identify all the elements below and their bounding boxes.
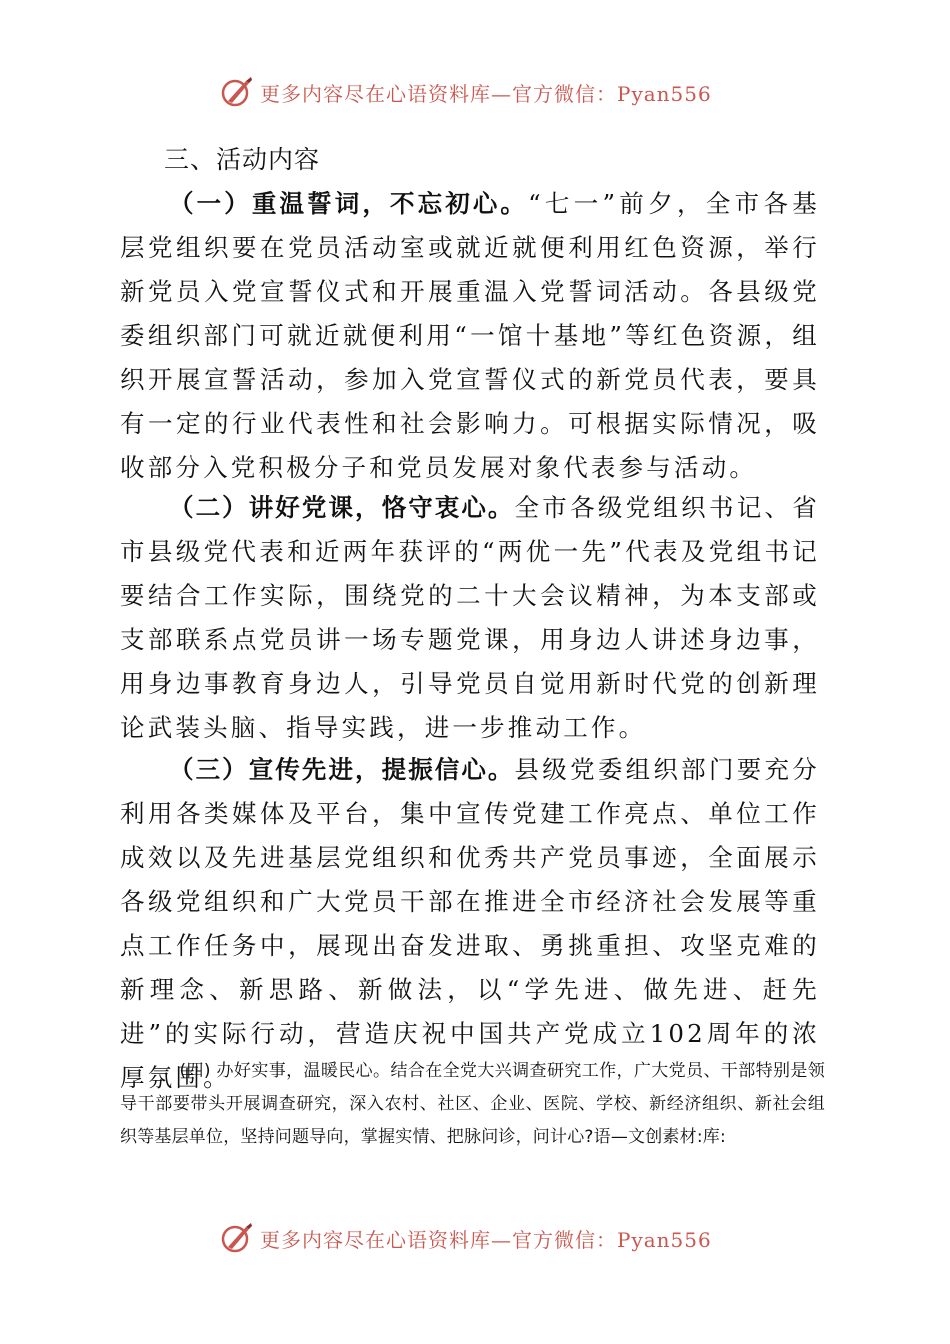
paragraph-4-small: (四) 办好实事，温暖民心。结合在全党大兴调查研究工作，广大党员、干部特别是领导干部要带头开展调查研究，深入农村、社区、企业、医院、学校、新经济组织、新社会组织等基层单位，坚持问题导向，掌握实情、把脉问诊，问计心?语—文创素材:库: (120, 1061, 825, 1147)
brush-pen-circle-icon (220, 75, 254, 109)
paragraph-2 (120, 486, 820, 750)
watermark-text: 更多内容尽在心语资料库—官方微信：Pyan556 (260, 1227, 712, 1252)
watermark-text: 更多内容尽在心语资料库—官方微信：Pyan556 (260, 81, 712, 106)
paragraph-lead: （一）重温誓词，不忘初心。 (169, 189, 529, 218)
section-heading: 三、活动内容 (164, 145, 321, 174)
brush-pen-circle-icon (220, 1221, 254, 1255)
paragraph-3 (120, 748, 820, 1100)
paragraph-body: “七一”前夕，全市各基层党组织要在党员活动室或就近就便利用红色资源，举行新党员入党宣誓仪式和开展重温入党誓词活动。各县级党委组织部门可就近就便利用“一馆十基地”等红色资源，组织开展宣誓活动，参加入党宣誓仪式的新党员代表，要具有一定的行业代表性和社会影响力。可根据实际情况，吸收部分入党积极分子和党员发展对象代表参与活动。 (120, 189, 821, 482)
paragraph-1 (120, 182, 820, 490)
paragraph-lead: （二）讲好党课，恪守衷心。 (169, 493, 515, 522)
paragraph-lead: （三）宣传先进，提振信心。 (169, 755, 515, 784)
header-watermark-banner (220, 72, 740, 112)
paragraph-body: 全市各级党组织书记、省市县级党代表和近两年获评的“两优一先”代表及党组书记要结合工作实际，围绕党的二十大会议精神，为本支部或支部联系点党员讲一场专题党课，用身边人讲述身边事，用身边事教育身边人，引导党员自觉用新时代党的创新理论武装头脑、指导实践，进一步推动工作。 (120, 493, 820, 742)
footer-watermark-banner (220, 1218, 740, 1258)
paragraph-body: 县级党委组织部门要充分利用各类媒体及平台，集中宣传党建工作亮点、单位工作成效以及先进基层党组织和优秀共产党员事迹，全面展示各级党组织和广大党员干部在推进全市经济社会发展等重点工作任务中，展现出奋发进取、勇挑重担、攻坚克难的新理念、新思路、新做法，以“学先进、做先进、赶先进”的实际行动，营造庆祝中国共产党成立102周年的浓厚氛围。 (120, 755, 820, 1092)
